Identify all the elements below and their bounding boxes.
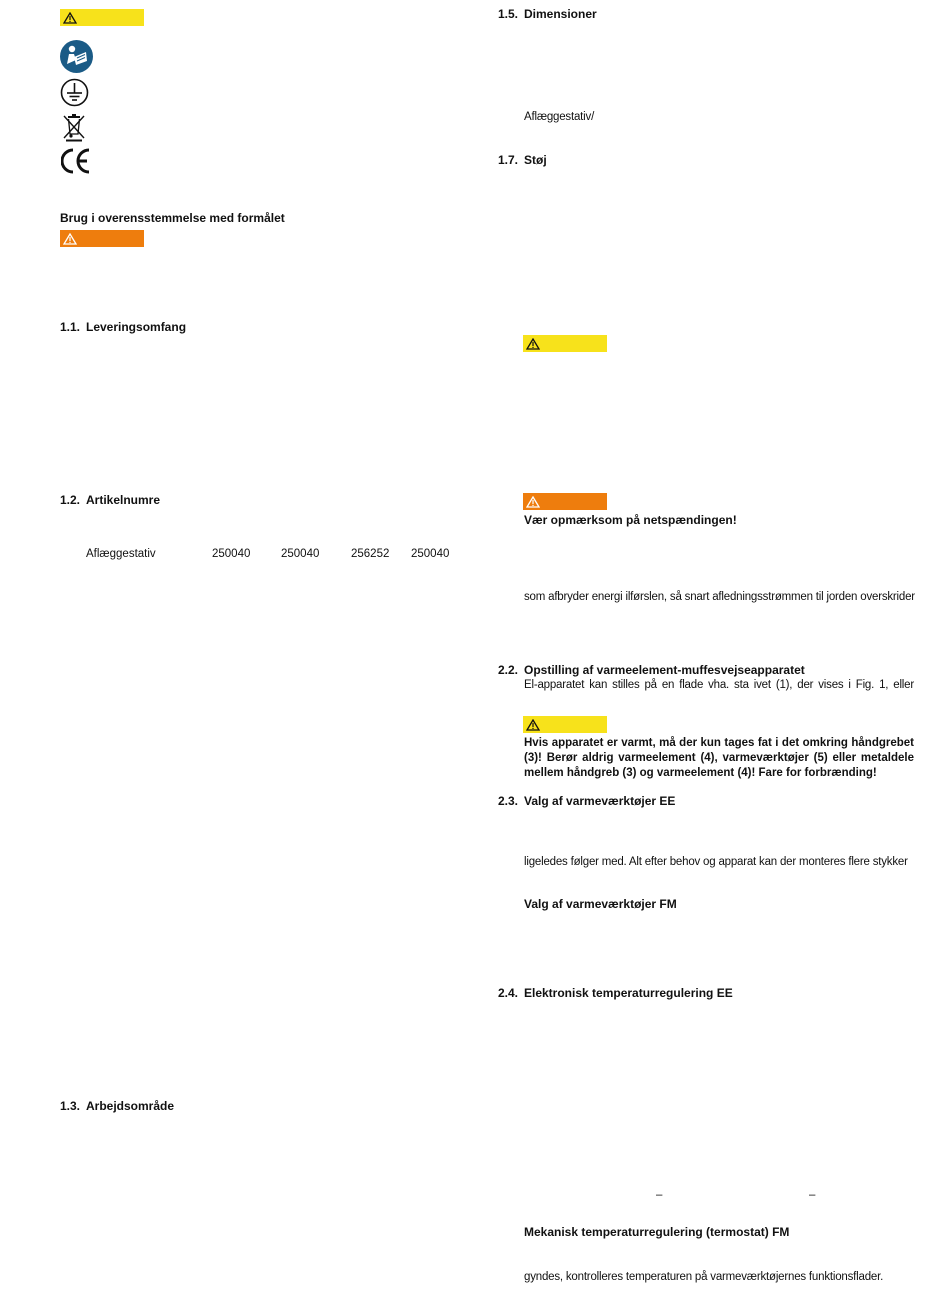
- rcd-text: som afbryder energi ilførslen, så snart afledningsstrømmen til jorden overskrider: [524, 591, 915, 603]
- section-2-2-heading: [498, 663, 805, 677]
- warning-banner-orange-2: [523, 493, 607, 510]
- protective-earth-icon: [60, 78, 89, 107]
- article-number-cell: 250040: [281, 548, 320, 560]
- setup-text: El-apparatet kan stilles på en flade vha. sta ivet (1), der vises i Fig. 1, eller: [524, 679, 914, 691]
- section-title: Artikelnumre: [86, 493, 161, 507]
- section-title: Støj: [524, 153, 547, 167]
- thermostat-heading: Mekanisk temperaturregulering (termostat) FM: [524, 1225, 790, 1239]
- section-number: 1.5.: [498, 7, 519, 21]
- hot-device-warning-line: Hvis apparatet er varmt, må der kun tages fat i det omkring håndgrebet: [524, 737, 914, 749]
- section-2-4-heading: [498, 986, 733, 1000]
- section-1-2-heading: [60, 493, 160, 507]
- section-1-3-heading: [60, 1099, 174, 1113]
- article-table-label: Aflæggestativ: [86, 548, 156, 560]
- section-number: 1.7.: [498, 153, 519, 167]
- section-1-7-heading: [498, 153, 547, 167]
- caution-banner-yellow-3: [523, 716, 607, 733]
- section-title: Leveringsomfang: [86, 320, 187, 334]
- section-number: 2.4.: [498, 986, 519, 1000]
- range-dash: –: [656, 1189, 663, 1201]
- hot-device-warning-line: (3)! Berør aldrig varmeelement (4), varmeværktøjer (5) eller metaldele: [524, 752, 914, 764]
- warning-triangle-icon: [63, 233, 77, 245]
- hot-device-warning-line: mellem håndgreb (3) og varmeelement (4)! Fare for forbrænding!: [524, 767, 877, 779]
- section-title: Valg af varmeværktøjer EE: [524, 794, 676, 808]
- range-dash: –: [809, 1189, 816, 1201]
- section-number: 1.1.: [60, 320, 81, 334]
- section-title: Opstilling af varmeelement-muffesvejseapparatet: [524, 663, 805, 677]
- section-number: 1.3.: [60, 1099, 81, 1113]
- article-number-cell: 256252: [351, 548, 390, 560]
- section-title: Elektronisk temperaturregulering EE: [524, 986, 733, 1000]
- article-number-cell: 250040: [212, 548, 251, 560]
- dimension-item-label: Aflæggestativ/: [524, 111, 595, 123]
- caution-banner-yellow-2: [523, 335, 607, 352]
- warning-triangle-icon: [526, 338, 540, 350]
- section-number: 2.2.: [498, 663, 519, 677]
- caution-banner-yellow-1: [60, 9, 144, 26]
- warning-banner-orange-1: [60, 230, 144, 247]
- crossed-bin-icon: [62, 112, 86, 142]
- section-title: Dimensioner: [524, 7, 597, 21]
- section-number: 1.2.: [60, 493, 81, 507]
- section-1-5-heading: [498, 7, 597, 21]
- section-title: Arbejdsområde: [86, 1099, 175, 1113]
- article-number-cell: 250040: [411, 548, 450, 560]
- read-manual-icon: [60, 40, 93, 73]
- warning-triangle-icon: [63, 12, 77, 24]
- thermostat-text: gyndes, kontrolleres temperaturen på varmeværktøjernes funktionsflader.: [524, 1271, 884, 1283]
- heating-tools-text: ligeledes følger med. Alt efter behov og apparat kan der monteres flere stykker: [524, 856, 908, 868]
- fm-tools-heading: Valg af varmeværktøjer FM: [524, 897, 677, 911]
- section-number: 2.3.: [498, 794, 519, 808]
- warning-triangle-icon: [526, 719, 540, 731]
- ce-mark-icon: [61, 148, 91, 174]
- section-1-1-heading: [60, 320, 186, 334]
- warning-triangle-icon: [526, 496, 540, 508]
- section-2-3-heading: [498, 794, 675, 808]
- intended-use-heading: Brug i overensstemmelse med formålet: [60, 211, 285, 225]
- mains-voltage-warning: Vær opmærksom på netspændingen!: [524, 513, 737, 527]
